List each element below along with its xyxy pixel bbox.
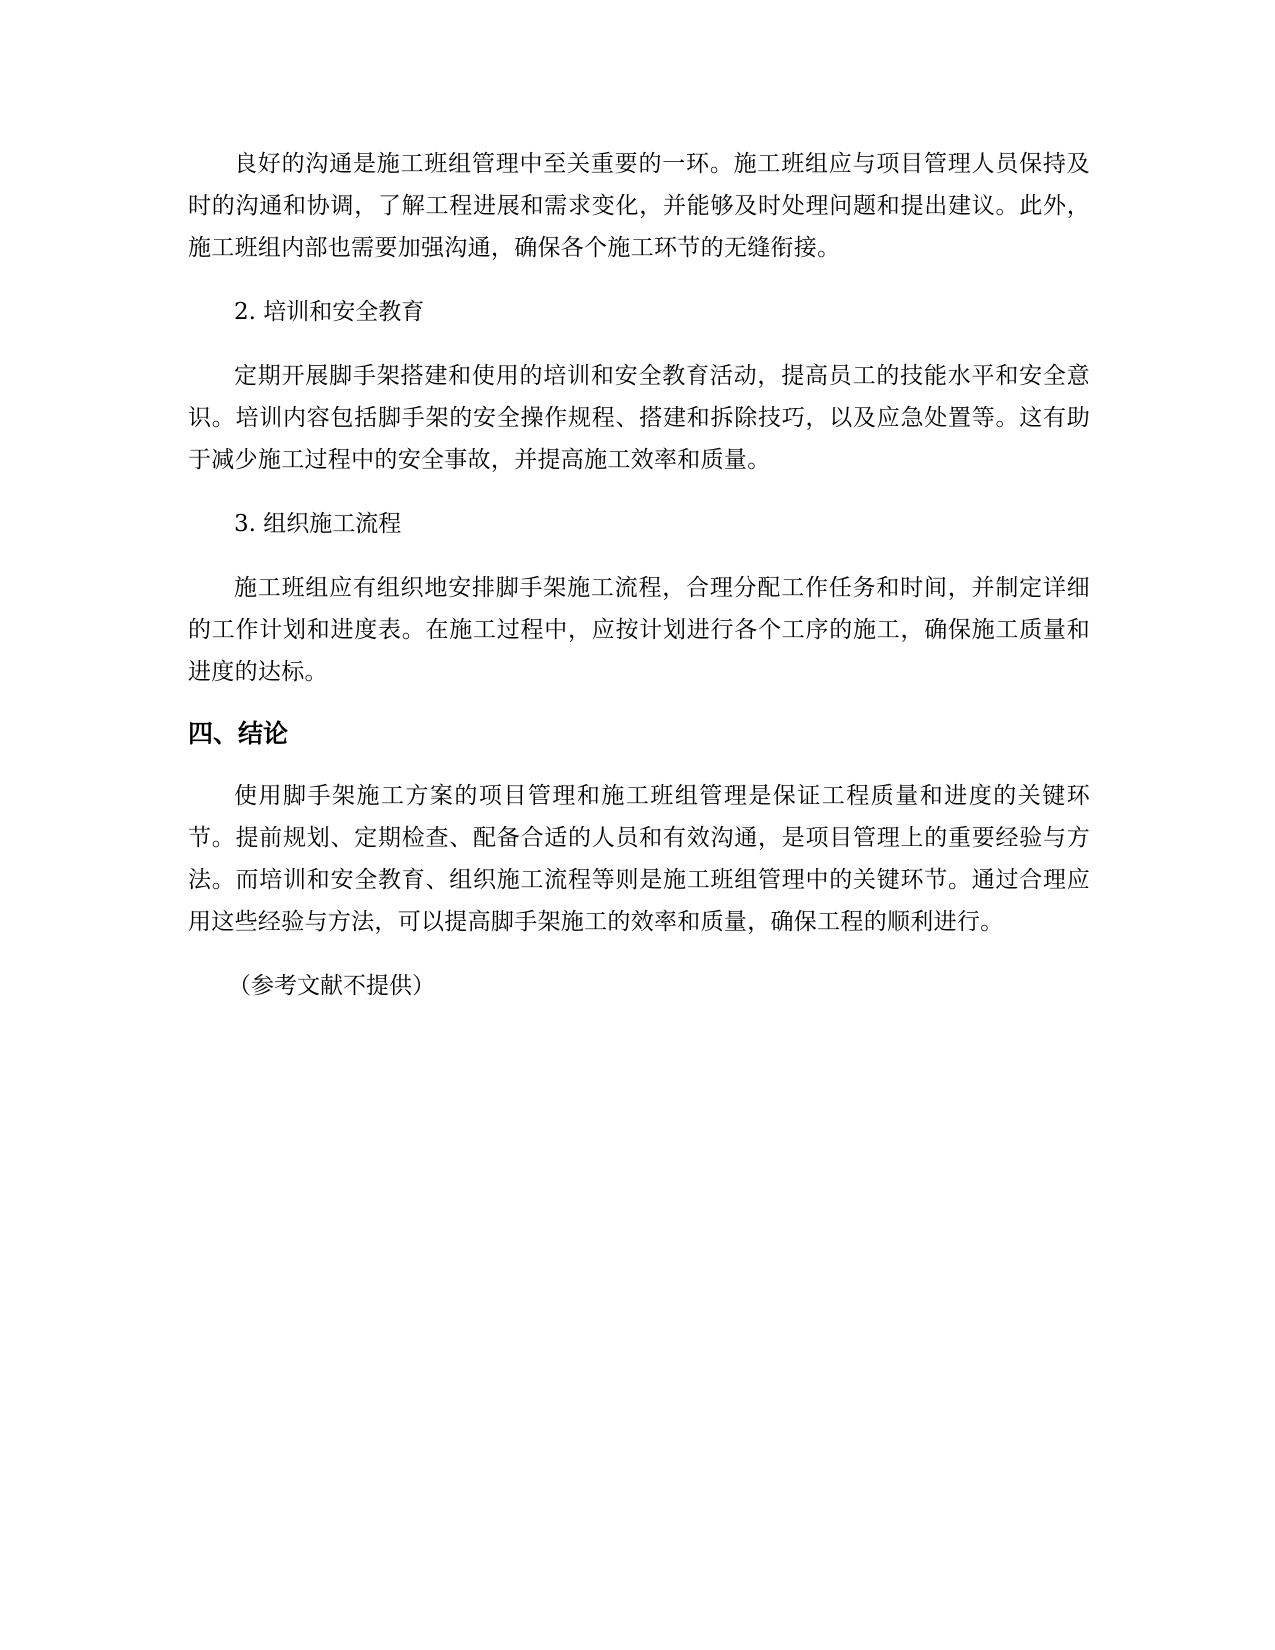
references-note: （参考文献不提供） — [228, 973, 435, 999]
list-item-training-title: 2. 培训和安全教育 — [234, 299, 425, 325]
list-item-process-title: 3. 组织施工流程 — [234, 511, 402, 537]
paragraph-conclusion: 使用脚手架施工方案的项目管理和施工班组管理是保证工程质量和进度的关键环节。提前规划、定期检查、配备合适的人员和有效沟通，是项目管理上的重要经验与方法。而培训和安全教育、组织施工流程等则是施工班组管理中的关键环节。通过合理应用这些经验与方法，可以提高脚手架施工的效率和质量，确保工程的顺利进行。 — [188, 783, 1090, 935]
section-heading-conclusion: 四、结论 — [188, 719, 289, 748]
paragraph-process: 施工班组应有组织地安排脚手架施工流程，合理分配工作任务和时间，并制定详细的工作计划和进度表。在施工过程中，应按计划进行各个工序的施工，确保施工质量和进度的达标。 — [188, 575, 1090, 685]
document-body — [188, 143, 1090, 1007]
paragraph-training: 定期开展脚手架搭建和使用的培训和安全教育活动，提高员工的技能水平和安全意识。培训内容包括脚手架的安全操作规程、搭建和拆除技巧，以及应急处置等。这有助于减少施工过程中的安全事故，并提高施工效率和质量。 — [188, 363, 1090, 473]
paragraph-communication: 良好的沟通是施工班组管理中至关重要的一环。施工班组应与项目管理人员保持及时的沟通和协调，了解工程进展和需求变化，并能够及时处理问题和提出建议。此外，施工班组内部也需要加强沟通，确保各个施工环节的无缝衔接。 — [188, 151, 1090, 261]
